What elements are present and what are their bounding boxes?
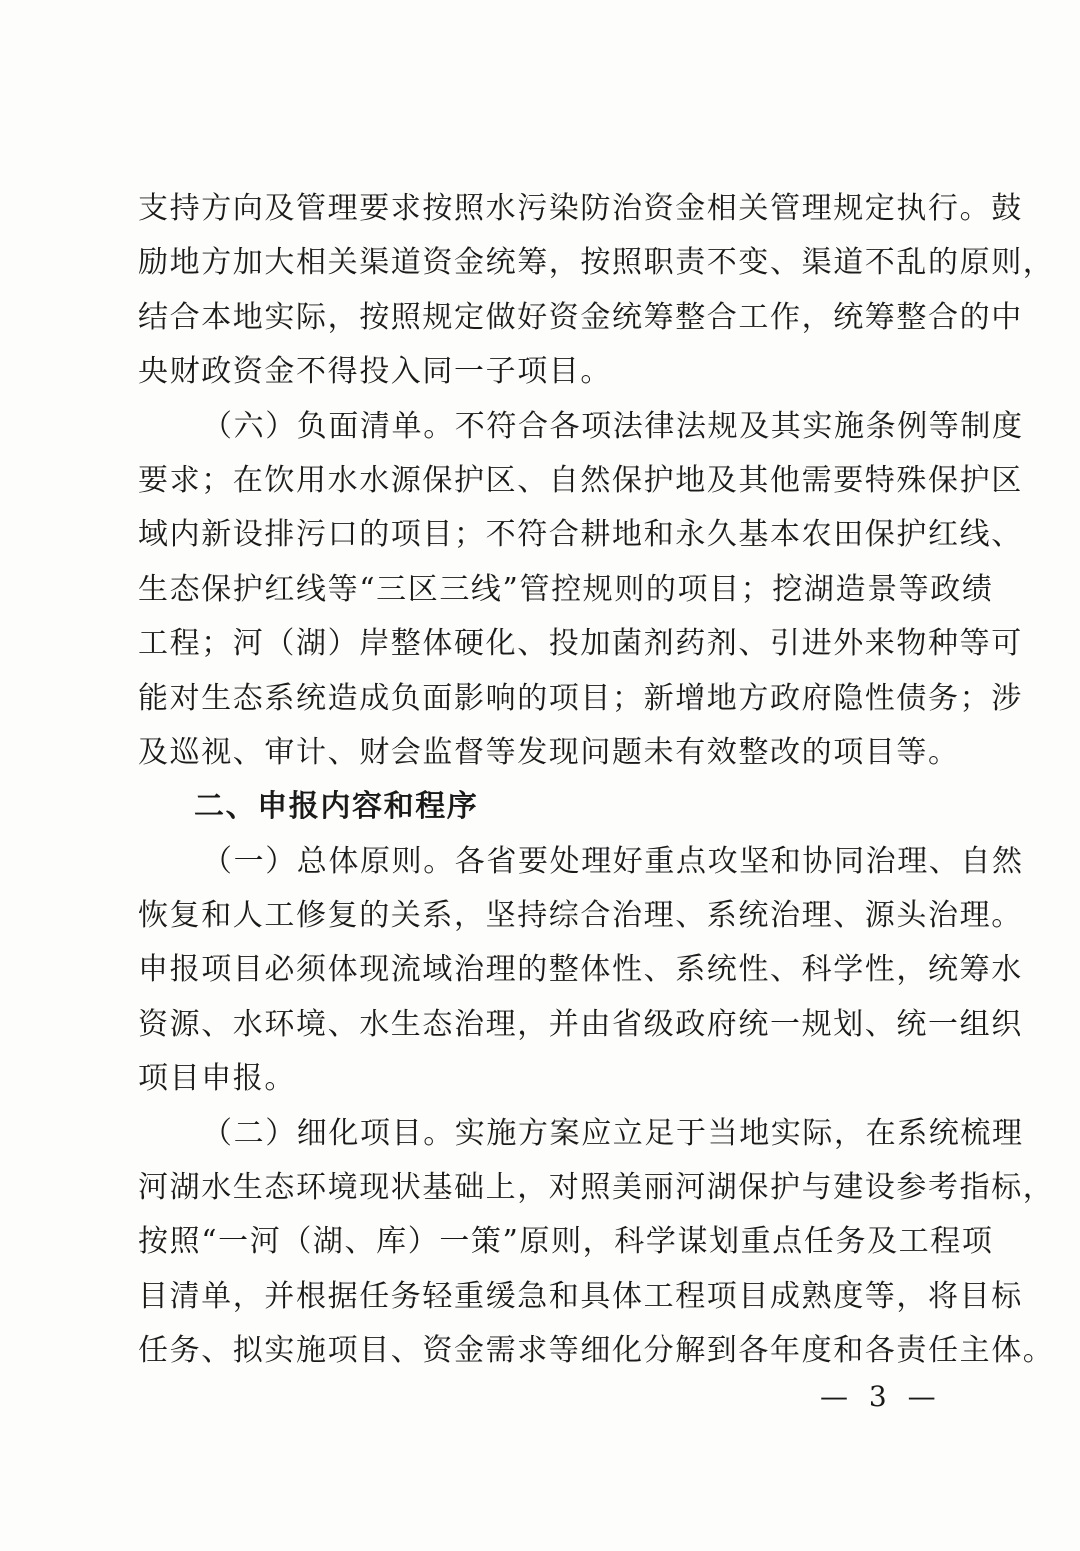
text-line: （一）总体原则。各省要处理好重点攻坚和协同治理、自然 (202, 843, 1024, 879)
paragraph-refine-projects (138, 1107, 1055, 1379)
document-body (138, 182, 1055, 1379)
text-line: 任务、拟实施项目、资金需求等细化分解到各年度和各责任主体。 (138, 1333, 1055, 1369)
text-line: （二）细化项目。实施方案应立足于当地实际，在系统梳理 (202, 1115, 1024, 1151)
text-line: 支持方向及管理要求按照水污染防治资金相关管理规定执行。鼓 (138, 191, 1023, 226)
text-line: 及巡视、审计、财会监督等发现问题未有效整改的项目等。 (138, 734, 960, 770)
text-line: 能对生态系统造成负面影响的项目；新增地方政府隐性债务；涉 (138, 680, 1023, 716)
text-line: 恢复和人工修复的关系，坚持综合治理、系统治理、源头治理。 (138, 898, 1023, 934)
text-line: 要求；在饮用水水源保护区、自然保护地及其他需要特殊保护区 (138, 462, 1023, 498)
text-line: 域内新设排污口的项目；不符合耕地和永久基本农田保护红线、 (138, 517, 1023, 553)
text-line: 资源、水环境、水生态治理，并由省级政府统一规划、统一组织 (138, 1006, 1023, 1042)
text-line: 央财政资金不得投入同一子项目。 (138, 354, 612, 390)
paragraph-funding-direction (138, 182, 1055, 400)
paragraph-negative-list (138, 400, 1024, 781)
text-line: 申报项目必须体现流域治理的整体性、系统性、科学性，统筹水 (138, 952, 1023, 988)
page-number: — 3 — (820, 1380, 942, 1413)
text-line: 项目申报。 (138, 1061, 296, 1097)
text-line: （六）负面清单。不符合各项法律法规及其实施条例等制度 (202, 408, 1024, 444)
text-line: 工程；河（湖）岸整体硬化、投加菌剂药剂、引进外来物种等可 (138, 626, 1023, 662)
text-line: 励地方加大相关渠道资金统筹，按照职责不变、渠道不乱的原则， (138, 245, 1055, 281)
section-heading: 二、申报内容和程序 (194, 789, 479, 825)
text-line: 结合本地实际，按照规定做好资金统筹整合工作，统筹整合的中 (138, 299, 1023, 335)
paragraph-general-principles (138, 835, 1024, 1107)
text-line: 河湖水生态环境现状基础上，对照美丽河湖保护与建设参考指标， (138, 1170, 1055, 1206)
text-line: 按照“一河（湖、库）一策”原则，科学谋划重点任务及工程项 (138, 1224, 994, 1260)
text-line: 生态保护红线等“三区三线”管控规则的项目；挖湖造景等政绩 (138, 571, 994, 607)
text-line: 目清单，并根据任务轻重缓急和具体工程项目成熟度等，将目标 (138, 1278, 1023, 1314)
